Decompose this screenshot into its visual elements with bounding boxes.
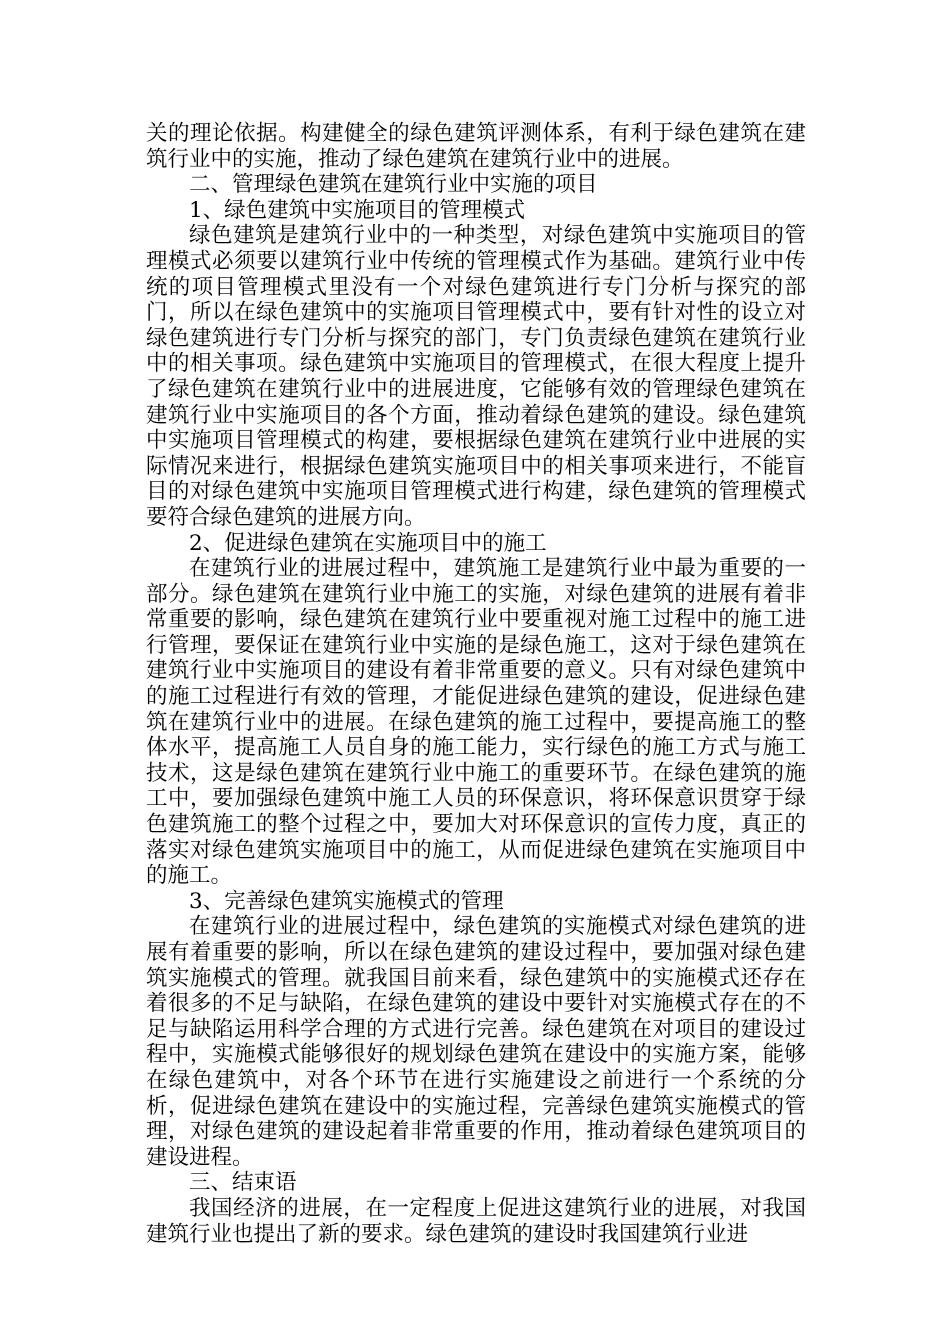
document-page [146,121,806,1247]
section-heading-2: 二、管理绿色建筑在建筑行业中实施的项目 [189,172,598,198]
subsection-heading-3: 3、完善绿色建筑实施模式的管理 [189,888,504,914]
paragraph-implementation-mode: 在建筑行业的进展过程中，绿色建筑的实施模式对绿色建筑的进展有着重要的影响，所以在绿色建筑的建设过程中，要加强对绿色建筑实施模式的管理。就我国目前来看，绿色建筑中的实施模式还存在着很多的不足与缺陷，在绿色建筑的建设中要针对实施模式存在的不足与缺陷运用科学合理的方式进行完善。绿色建筑在对项目的建设过程中，实施模式能够很好的规划绿色建筑在建设中的实施方案，能够在绿色建筑中，对各个环节在进行实施建设之前进行一个系统的分析，促进绿色建筑在建设中的实施过程，完善绿色建筑实施模式的管理，对绿色建筑的建设起着非常重要的作用，推动着绿色建筑项目的建设进程。 [146,914,806,1170]
subsection-heading-2: 2、促进绿色建筑在实施项目中的施工 [189,530,547,556]
paragraph-conclusion: 我国经济的进展，在一定程度上促进这建筑行业的进展，对我国建筑行业也提出了新的要求。绿色建筑的建设时我国建筑行业进 [146,1195,806,1247]
paragraph-continuation: 关的理论依据。构建健全的绿色建筑评测体系，有利于绿色建筑在建筑行业中的实施，推动了绿色建筑在建筑行业中的进展。 [146,121,806,172]
paragraph-construction: 在建筑行业的进展过程中，建筑施工是建筑行业中最为重要的一部分。绿色建筑在建筑行业中施工的实施，对绿色建筑的进展有着非常重要的影响，绿色建筑在建筑行业中要重视对施工过程中的施工进行管理，要保证在建筑行业中实施的是绿色施工，这对于绿色建筑在建筑行业中实施项目的建设有着非常重要的意义。只有对绿色建筑中的施工过程进行有效的管理，才能促进绿色建筑的建设，促进绿色建筑在建筑行业中的进展。在绿色建筑的施工过程中，要提高施工的整体水平，提高施工人员自身的施工能力，实行绿色的施工方式与施工技术，这是绿色建筑在建筑行业中施工的重要环节。在绿色建筑的施工中，要加强绿色建筑中施工人员的环保意识，将环保意识贯穿于绿色建筑施工的整个过程之中，要加大对环保意识的宣传力度，真正的落实对绿色建筑实施项目中的施工，从而促进绿色建筑在实施项目中的施工。 [146,556,806,889]
subsection-heading-1: 1、绿色建筑中实施项目的管理模式 [189,197,526,223]
section-heading-3: 三、结束语 [189,1170,297,1196]
paragraph-management-mode: 绿色建筑是建筑行业中的一种类型，对绿色建筑中实施项目的管理模式必须要以建筑行业中传统的管理模式作为基础。建筑行业中传统的项目管理模式里没有一个对绿色建筑进行专门分析与探究的部门，所以在绿色建筑中的实施项目管理模式中，要有针对性的设立对绿色建筑进行专门分析与探究的部门，专门负责绿色建筑在建筑行业中的相关事项。绿色建筑中实施项目的管理模式，在很大程度上提升了绿色建筑在建筑行业中的进展进度，它能够有效的管理绿色建筑在建筑行业中实施项目的各个方面，推动着绿色建筑的建设。绿色建筑中实施项目管理模式的构建，要根据绿色建筑在建筑行业中进展的实际情况来进行，根据绿色建筑实施项目中的相关事项来进行，不能盲目的对绿色建筑中实施项目管理模式进行构建，绿色建筑的管理模式要符合绿色建筑的进展方向。 [146,223,806,530]
